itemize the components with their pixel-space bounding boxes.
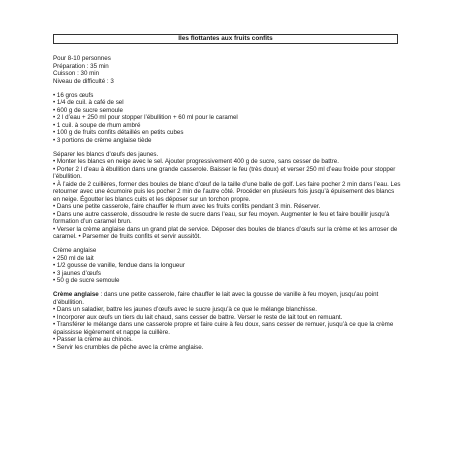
creme-ingredient-item: • 50 g de sucre semoule — [53, 277, 120, 284]
instruction-step: • Dans une autre casserole, dissoudre le reste de sucre dans l’eau, sur feu moyen. Augmenter le feu et faire bouillir jusqu’à formation d’un caramel brun. — [53, 210, 390, 225]
document-body — [53, 55, 401, 358]
recipe-info — [53, 55, 401, 85]
info-servings: Pour 8-10 personnes — [53, 55, 111, 62]
creme-ingredient-item: • 250 ml de lait — [53, 254, 94, 262]
ingredients-list — [53, 92, 401, 145]
creme-step: • Transférer le mélange dans une casserole propre et faire cuire à feu doux, sans cesser de remuer, jusqu’à ce que la crème épaississe légèrement et nappe la cuillère. — [53, 321, 394, 336]
info-cook-time: Cuisson : 30 min — [53, 70, 100, 77]
creme-ingredient-item: • 1/2 gousse de vanille, fendue dans la longueur — [53, 262, 185, 269]
info-difficulty: Niveau de difficulté : 3 — [53, 77, 114, 85]
creme-step: • Passer la crème au chinois. — [53, 336, 133, 343]
instruction-step: • Verser la crème anglaise dans un grand plat de service. Déposer des boules de blancs d’œufs sur la crème et les arroser de caramel. • Parsemer de fruits confits et servir aussitôt. — [53, 225, 398, 240]
creme-step: • Servir les crumbles de pêche avec la crème anglaise. — [53, 343, 204, 351]
ingredient-item: • 1/4 de cuil. à café de sel — [53, 99, 124, 106]
creme-intro-paragraph — [53, 291, 401, 306]
creme-list-heading: Crème anglaise — [53, 247, 97, 254]
creme-step: • Dans un saladier, battre les jaunes d’œufs avec le sucre jusqu’à ce que le mélange blanchisse. — [53, 306, 317, 313]
ingredient-item: • 600 g de sucre semoule — [53, 106, 123, 114]
info-prep-time: Préparation : 35 min — [53, 62, 109, 70]
ingredient-item: • 16 gros œufs — [53, 91, 94, 99]
instruction-step: • Porter 2 l d’eau à ébullition dans une grande casserole. Baisser le feu (très doux) et verser 250 ml d’eau froide pour stopper l’ébullition. — [53, 165, 396, 180]
creme-steps-heading: Crème anglaise — [53, 291, 99, 298]
ingredient-item: • 3 portions de crème anglaise tiède — [53, 136, 152, 144]
creme-anglaise-instructions — [53, 291, 401, 351]
ingredient-item: • 100 g de fruits confits détaillés en petits cubes — [53, 129, 184, 136]
ingredient-item: • 2 l d’eau + 250 ml pour stopper l’ébullition + 60 ml pour le caramel — [53, 114, 238, 121]
ingredient-item: • 1 cuil. à soupe de rhum ambré — [53, 121, 141, 129]
instruction-step: • Monter les blancs en neige avec le sel. Ajouter progressivement 400 g de sucre, sans cesser de battre. — [53, 158, 339, 165]
creme-anglaise-ingredients — [53, 247, 401, 285]
creme-step: • Incorporer aux œufs un tiers du lait chaud, sans cesser de battre. Verser le reste de lait tout en remuant. — [53, 313, 343, 321]
instruction-step: Séparer les blancs d’œufs des jaunes. — [53, 150, 159, 158]
instruction-step: • À l’aide de 2 cuillères, former des boules de blanc d’œuf de la taille d’une balle de golf. Les faire pocher 2 min dans l’eau. Les retourner avec une écumoire puis les pocher 2 min de l’autre côté. Procéder en plusieurs fois jusqu’à épuisement des blancs en neige. Égoutter les blancs cuits et les déposer sur un torchon propre. — [53, 180, 401, 203]
instruction-step: • Dans une petite casserole, faire chauffer le rhum avec les fruits confits pendant 3 min. Réserver. — [53, 203, 321, 210]
document-title: Iles flottantes aux fruits confits — [53, 34, 398, 44]
instructions — [53, 151, 401, 241]
creme-intro-text: : dans une petite casserole, faire chauffer le lait avec la gousse de vanille à feu moyen, jusqu’au point d’ébullition. — [53, 291, 379, 306]
creme-ingredient-item: • 3 jaunes d’œufs — [53, 269, 101, 277]
